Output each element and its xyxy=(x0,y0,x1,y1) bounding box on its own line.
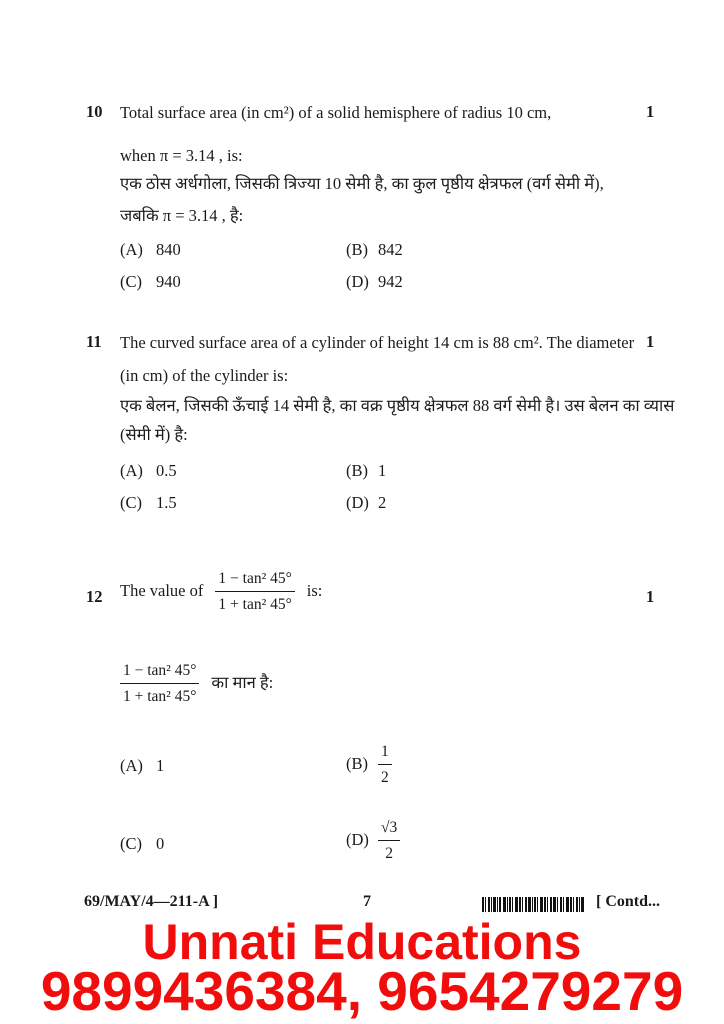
question-10-number: 10 xyxy=(86,102,103,121)
fraction-denominator: 1 + tan² 45° xyxy=(218,595,292,613)
contd-label: [ Contd... xyxy=(596,893,661,910)
option-value: 840 xyxy=(156,240,181,259)
paper-code: 69/MAY/4—211-A ] xyxy=(84,893,219,910)
option-label: (C) xyxy=(120,272,142,291)
question-12-option-a xyxy=(120,756,164,776)
option-b-fraction xyxy=(378,742,392,787)
question-10-english-line-2: when π = 3.14 , is: xyxy=(120,146,243,165)
option-label: (A) xyxy=(120,461,143,480)
option-label: (D) xyxy=(346,272,369,291)
question-12-option-c xyxy=(120,834,164,854)
fraction-numerator: √3 xyxy=(378,818,400,841)
option-value: 1 xyxy=(378,461,387,480)
option-label: (A) xyxy=(120,756,143,775)
fraction-numerator: 1 − tan² 45° xyxy=(120,661,199,684)
question-12-marks: 1 xyxy=(646,587,655,606)
option-label: (C) xyxy=(120,834,142,853)
question-12-hindi-suffix: का मान है: xyxy=(211,673,274,692)
fraction-numerator: 1 − tan² 45° xyxy=(215,569,294,592)
question-10-hindi-line-1: एक ठोस अर्धगोला, जिसकी त्रिज्या 10 सेमी है, का कुल पृष्ठीय क्षेत्रफल (वर्ग सेमी में), xyxy=(120,174,604,193)
question-12-number: 12 xyxy=(86,587,103,606)
fraction-denominator: 1 + tan² 45° xyxy=(123,687,197,705)
option-label: (C) xyxy=(120,493,142,512)
option-label: (A) xyxy=(120,240,143,259)
question-11-hindi-line-1: एक बेलन, जिसकी ऊँचाई 14 सेमी है, का वक्र पृष्ठीय क्षेत्रफल 88 वर्ग सेमी है। उस बेलन का व्यास xyxy=(120,396,675,415)
option-label: (D) xyxy=(346,493,369,512)
fraction-numerator: 1 xyxy=(378,742,392,765)
question-11-number: 11 xyxy=(86,332,102,351)
page-number: 7 xyxy=(363,893,371,910)
question-11-english-line-1: The curved surface area of a cylinder of height 14 cm is 88 cm². The diameter xyxy=(120,333,635,352)
watermark-line-2: 9899436384, 9654279279 xyxy=(40,960,684,1022)
option-label: (B) xyxy=(346,461,368,480)
watermark-line-1: Unnati Educations xyxy=(142,914,582,970)
option-value: 0 xyxy=(156,834,165,853)
question-11-option-b xyxy=(346,461,386,481)
question-10-option-a xyxy=(120,240,181,260)
question-11-english-line-2: (in cm) of the cylinder is: xyxy=(120,366,289,385)
question-10-option-b xyxy=(346,240,403,260)
option-value: 942 xyxy=(378,272,403,291)
question-11-option-c xyxy=(120,493,177,513)
question-10-option-d xyxy=(346,272,403,292)
question-10-english-line-1: Total surface area (in cm²) of a solid hemisphere of radius 10 cm, xyxy=(120,103,552,122)
question-12-option-b xyxy=(346,742,392,786)
option-value: 1 xyxy=(156,756,165,775)
question-12-statement-english xyxy=(120,564,322,618)
question-10-option-c xyxy=(120,272,181,292)
option-value: 2 xyxy=(378,493,387,512)
question-10-hindi-line-2: जबकि π = 3.14 , है: xyxy=(120,206,244,225)
option-label: (D) xyxy=(346,830,369,849)
question-11-marks: 1 xyxy=(646,332,655,351)
option-d-fraction xyxy=(378,818,400,863)
question-12-suffix: is: xyxy=(306,581,323,600)
option-value: 940 xyxy=(156,272,181,291)
fraction-denominator: 2 xyxy=(381,768,389,786)
option-label: (B) xyxy=(346,754,368,773)
option-label: (B) xyxy=(346,240,368,259)
question-11-option-a xyxy=(120,461,177,481)
option-value: 842 xyxy=(378,240,403,259)
tan-fraction xyxy=(215,569,294,614)
tan-fraction xyxy=(120,661,199,706)
option-value: 0.5 xyxy=(156,461,177,480)
fraction-denominator: 2 xyxy=(385,844,393,862)
question-12-option-d xyxy=(346,815,400,865)
question-11-hindi-line-2: (सेमी में) है: xyxy=(120,425,188,444)
question-12-prefix: The value of xyxy=(120,581,204,600)
question-11-option-d xyxy=(346,493,386,513)
barcode-image xyxy=(482,897,584,912)
question-12-statement-hindi xyxy=(120,656,273,710)
option-value: 1.5 xyxy=(156,493,177,512)
question-10-marks: 1 xyxy=(646,102,655,121)
